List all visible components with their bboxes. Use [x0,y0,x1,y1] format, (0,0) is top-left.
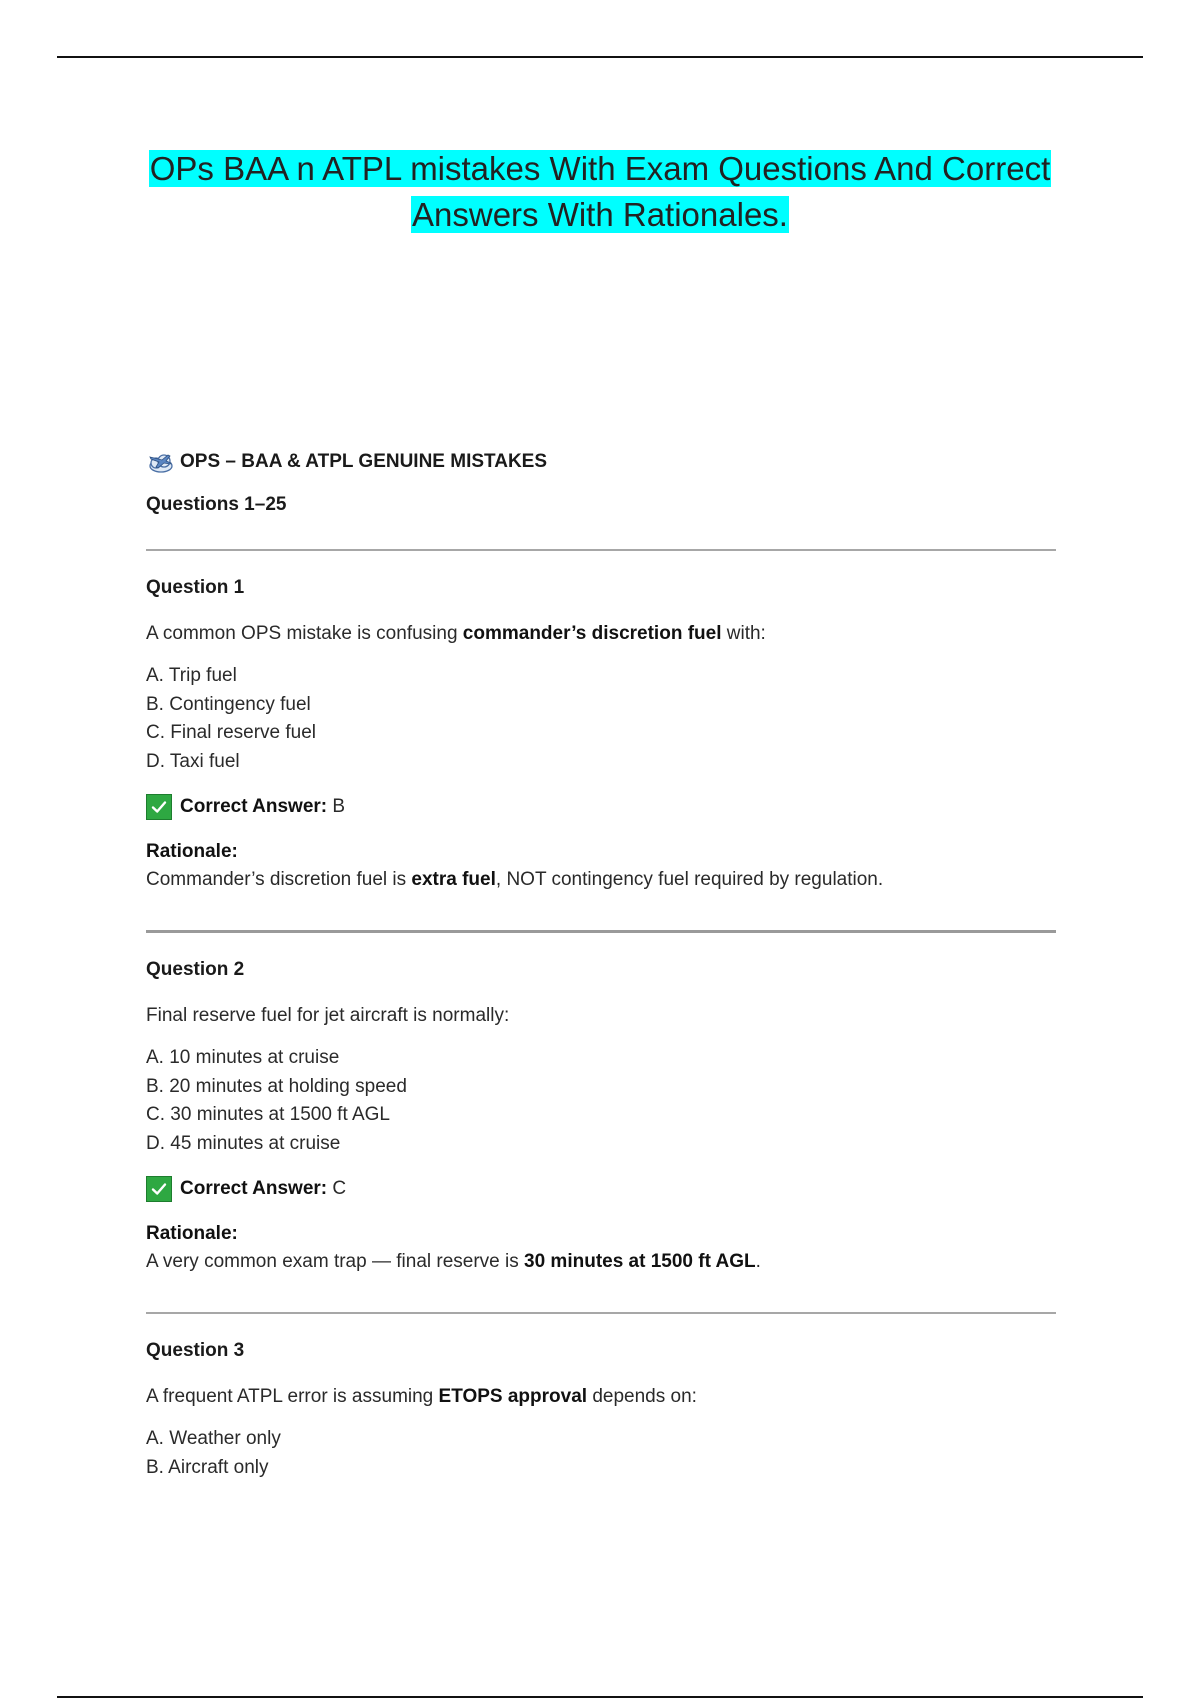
question-block-2 [146,956,1056,1276]
section-heading-text: OPS – BAA & ATPL GENUINE MISTAKES [180,451,548,472]
option-b: B. Contingency fuel [146,693,311,715]
correct-answer-value: C [332,1178,347,1199]
correct-answer-label: Correct Answer: [180,796,328,817]
option-a: A. Weather only [146,1428,281,1449]
rationale-text: A very common exam trap — final reserve is 30 minutes at 1500 ft AGL. [146,1251,761,1272]
section-heading [146,445,1056,479]
correct-answer-value: B [332,796,346,817]
option-a: A. 10 minutes at cruise [146,1047,340,1068]
rationale-label: Rationale: [146,1223,238,1244]
check-mark-icon [146,794,172,820]
header-rule [57,56,1143,58]
options-list [146,662,1056,776]
option-d: D. 45 minutes at cruise [146,1132,341,1154]
divider [146,930,1056,933]
question-block-3 [146,1337,1056,1482]
document-body [146,445,1056,1482]
airplane-cloud-icon [146,449,174,475]
check-mark-icon [146,1176,172,1202]
question-title: Question 1 [146,577,245,598]
question-text: A common OPS mistake is confusing commander’s discretion fuel with: [146,623,766,644]
options-list [146,1425,1056,1482]
question-range: Questions 1–25 [146,494,287,515]
question-text: Final reserve fuel for jet aircraft is normally: [146,1005,510,1026]
question-title: Question 3 [146,1340,245,1361]
option-c: C. Final reserve fuel [146,722,317,743]
option-a: A. Trip fuel [146,665,237,686]
rationale-text: Commander’s discretion fuel is extra fuel, NOT contingency fuel required by regulation. [146,869,884,890]
rationale-label: Rationale: [146,841,238,862]
question-text: A frequent ATPL error is assuming ETOPS approval depends on: [146,1386,697,1407]
option-b: B. 20 minutes at holding speed [146,1075,407,1097]
title-line-2: Answers With Rationales. [412,196,788,233]
option-b: B. Aircraft only [146,1456,269,1478]
option-c: C. 30 minutes at 1500 ft AGL [146,1104,390,1125]
correct-answer-label: Correct Answer: [180,1178,328,1199]
divider [146,1312,1056,1314]
question-title: Question 2 [146,959,245,980]
title-line-1: OPs BAA n ATPL mistakes With Exam Questions And Correct [149,150,1051,187]
document-title [100,146,1100,238]
divider [146,549,1056,551]
correct-answer [146,792,1056,822]
footer-rule [57,1696,1143,1698]
correct-answer [146,1174,1056,1204]
question-block-1 [146,574,1056,894]
options-list [146,1044,1056,1158]
option-d: D. Taxi fuel [146,750,240,772]
